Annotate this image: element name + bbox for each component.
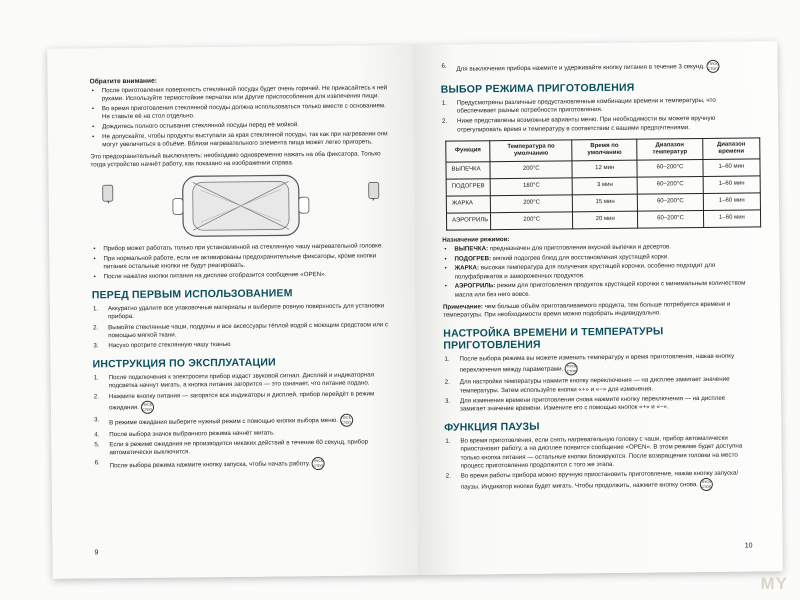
safety-switch-text: Это предохранительный выключатель: необходимо одновременно нажать на оба фиксатора. Только тогда устройство начнёт работу, как показано на изображении справа. bbox=[90, 150, 381, 169]
table-header: Диапазон температур bbox=[637, 138, 703, 160]
first-use-list bbox=[92, 302, 393, 350]
watermark: MY bbox=[760, 574, 788, 593]
table-header: Диапазон времени bbox=[703, 138, 760, 160]
mode-description: • ПОДОГРЕВ: мягкий подогрев блюд для восстановления хрустящей корки. bbox=[442, 252, 749, 263]
power-off-list bbox=[440, 60, 747, 76]
table-cell: 180°C bbox=[490, 178, 572, 196]
operation-item: 2. Нажмите кнопку питания — загорятся все индикаторы и дисплей, прибор перейдёт в режим ожидания. ПУСК СТОП bbox=[93, 390, 394, 414]
operation-item: 1. После подключения к электросети прибор издаст звуковой сигнал. Дисплей и индикаторная подсветка начнут мигать, а кнопка питания загорится — это означает, что питание подано. bbox=[93, 371, 375, 390]
table-cell: 200°C bbox=[491, 212, 573, 230]
pause-item: 2. Во время работы прибора можно вручную приостановить приготовление, нажав кнопку запуска/паузы. Индикатор кнопки будет мигать. Чтобы продолжить, нажмите кнопку снова. ПУСК СТОП bbox=[445, 469, 739, 491]
table-cell: 60–200°C bbox=[637, 176, 703, 194]
power-off-item: 6. Для выключения прибора нажмите и удерживайте кнопку питания в течение 3 секунд. ПУСК СТОП bbox=[440, 60, 747, 76]
mode-item: 2. Ниже представлены возможные варианты меню. При необходимости вы можете вручную отрегулировать время и температуру в соответствии с вашими предпочтениями. bbox=[441, 115, 716, 134]
first-use-item: 1. Аккуратно удалите все упаковочные материалы и выберите ровную поверхность для установки прибора. bbox=[92, 302, 385, 321]
attention-item: • Во время приготовления стеклянной посуды должна использоваться только вместе с основанием. Не ставьте её на стол отдельно. bbox=[90, 102, 391, 122]
menu-button-icon: ПУСК СТОП bbox=[340, 413, 353, 426]
start-button-icon: ПУСК СТОП bbox=[312, 457, 325, 470]
mode-description: • ВЫПЕЧКА: предназначен для приготовления вкусной выпечки и десертов. bbox=[442, 243, 749, 254]
table-cell: 1–60 мин bbox=[703, 176, 760, 194]
right-page bbox=[412, 41, 783, 575]
time-temp-item: 2. Для настройки температуры нажмите кнопку переключения — на дисплее замигает значение температуры. Затем используйте кнопки «+» и «−» для изменения. bbox=[444, 376, 730, 395]
mode-description: • ЖАРКА: высокая температура для получения хрустящей корочки, особенно подходит для полуфабрикатов и замороженных продуктов. bbox=[443, 262, 750, 282]
glass-bowl-drawing bbox=[91, 171, 392, 242]
table-cell: 200°C bbox=[490, 195, 572, 213]
table-cell: 20 мин bbox=[573, 211, 638, 229]
note-paragraph: Примечание: чем больше объём приготавливаемого продукта, тем больше потребуется времени и температуры. При необходимости время можно подобрать индивидуально. bbox=[442, 300, 731, 319]
table-cell: 1–60 мин bbox=[703, 210, 760, 228]
table-cell: 3 мин bbox=[572, 177, 637, 195]
table-header: Функция bbox=[446, 141, 490, 162]
attention-title: Обратите внимание: bbox=[89, 77, 157, 86]
appliance-illustration bbox=[91, 171, 393, 242]
attention-item: • Не допускайте, чтобы продукты выступали за края стеклянной посуды, так как при нагревании они могут увеличиться в объёме. Вблизи нагревательного элемента пища может легко пригореть. bbox=[90, 130, 391, 150]
attention-list bbox=[90, 84, 392, 149]
modes-title: Назначение режимов: bbox=[442, 235, 510, 244]
attention-item: • После приготовления поверхность стеклянной посуды будет очень горячей. Не прикасайтесь к ней руками. Используйте термостойкие перчатки или другие приспособления для извлечения пищи. bbox=[90, 84, 391, 104]
power-button-icon: ПУСК СТОП bbox=[141, 401, 154, 414]
pause-list bbox=[444, 435, 752, 494]
table-cell: ПОДОГРЕВ bbox=[446, 179, 490, 196]
operation-note: • Прибор может работать только при установленной на стеклянную чашу нагревательной головке. bbox=[91, 243, 392, 254]
first-use-item: 2. Вымойте стеклянные чаши, поддоны и все аксессуары тёплой водой с моющим средством или с помощью мягкой ткани. bbox=[93, 320, 389, 339]
table-cell: 200°C bbox=[490, 161, 572, 179]
table-header: Время по умолчанию bbox=[572, 139, 637, 161]
operation-item: 4. После выбора значок выбранного режима начнёт мигать. bbox=[94, 429, 275, 439]
table-cell: 60–200°C bbox=[638, 210, 704, 228]
mode-item: 1. Предусмотрены различные предустановленные комбинации времени и температуры, что обеспечивает разные потребности приготовления. bbox=[441, 96, 716, 115]
table-cell: 1–60 мин bbox=[703, 193, 760, 211]
mode-table bbox=[445, 137, 761, 230]
left-page bbox=[47, 45, 418, 579]
section-title-first-use: ПЕРЕД ПЕРВЫМ ИСПОЛЬЗОВАНИЕМ bbox=[91, 287, 293, 302]
left-page-content bbox=[90, 75, 395, 475]
table-cell: 12 мин bbox=[572, 160, 637, 178]
operation-note: • После нажатия кнопки питания на дисплее отобразится сообщение «OPEN». bbox=[92, 270, 393, 281]
power-button-icon: ПУСК СТОП bbox=[706, 60, 719, 73]
page-number-left: 9 bbox=[94, 549, 99, 557]
table-cell: 1–60 мин bbox=[703, 159, 760, 177]
booklet-spread bbox=[47, 41, 783, 579]
right-page-content bbox=[440, 60, 752, 496]
table-cell: 15 мин bbox=[573, 194, 638, 212]
section-title-operation: ИНСТРУКЦИЯ ПО ЭКСПЛУАТАЦИИ bbox=[92, 356, 276, 371]
operation-item: 3. В режиме ожидания выберите нужный режим с помощью кнопки выбора меню. ПУСК СТОП bbox=[93, 413, 394, 429]
operation-item: 6. После выбора режима нажмите кнопку запуска, чтобы начать работу. ПУСК СТОП bbox=[94, 457, 395, 473]
section-title-time-temp: НАСТРОЙКА ВРЕМЕНИ И ТЕМПЕРАТУРЫ ПРИГОТОВЛЕНИЯ bbox=[443, 325, 664, 352]
first-use-item: 3. Насухо протрите стеклянную чашу тканью bbox=[93, 340, 231, 350]
operation-notes bbox=[91, 243, 392, 282]
section-title-pause: ФУНКЦИЯ ПАУЗЫ bbox=[444, 420, 540, 434]
time-temp-item: 1. После выбора режима вы можете изменить температуру и время приготовления, нажав кнопку переключения между параметрами. ПУСК СТОП bbox=[444, 352, 735, 375]
table-cell: ЖАРКА bbox=[446, 196, 490, 213]
operation-item: 5. Если в режиме ожидания не производится никаких действий в течение 60 секунд, прибор автоматически выключится. bbox=[94, 438, 369, 457]
operation-note: • При нормальной работе, если не активированы предохранительные фиксаторы, кроме кнопки питания остальные кнопки не будут реагировать. bbox=[91, 252, 392, 272]
page-number-right: 10 bbox=[744, 542, 753, 550]
pause-item: 1. Во время приготовления, если снять нагревательную головку с чаши, прибор автоматически приостановит работу, а на дисплее появится сообщение «OPEN». В этом режиме будет доступна только кнопка питания — остальные кнопки блокируются. После возвращения головки на место процесс приготовления продолжится с того же этапа. bbox=[445, 434, 743, 470]
time-temp-item: 3. Для изменения времени приготовления снова нажмите кнопку переключения — на дисплее замигает значение времени. Измените его с помощью кнопок «+» и «−». bbox=[444, 394, 726, 413]
switch-button-icon: ПУСК СТОП bbox=[565, 363, 578, 376]
table-cell: ВЫПЕЧКА bbox=[446, 162, 490, 179]
operation-list bbox=[93, 371, 395, 472]
start-pause-button-icon: ПУСК СТОП bbox=[700, 478, 713, 491]
time-temp-list bbox=[443, 353, 751, 414]
modes-description bbox=[442, 233, 750, 299]
table-header: Температура по умолчанию bbox=[490, 140, 572, 162]
mode-description: • АЭРОГРИЛЬ: режим для приготовления продуктов хрустящей корочки с минимальным количеством масла или без него вовсе. bbox=[443, 280, 750, 300]
table-cell: АЭРОГРИЛЬ bbox=[446, 213, 490, 230]
modes-list bbox=[442, 243, 750, 300]
table-cell: 60–200°C bbox=[637, 159, 703, 177]
table-cell: 60–200°C bbox=[637, 193, 703, 211]
mode-list bbox=[441, 97, 748, 135]
attention-item: • Дождитесь полного остывания стеклянной посуды перед её мойкой. bbox=[90, 120, 391, 131]
section-title-mode: ВЫБОР РЕЖИМА ПРИГОТОВЛЕНИЯ bbox=[440, 81, 635, 96]
table-row bbox=[446, 210, 760, 230]
